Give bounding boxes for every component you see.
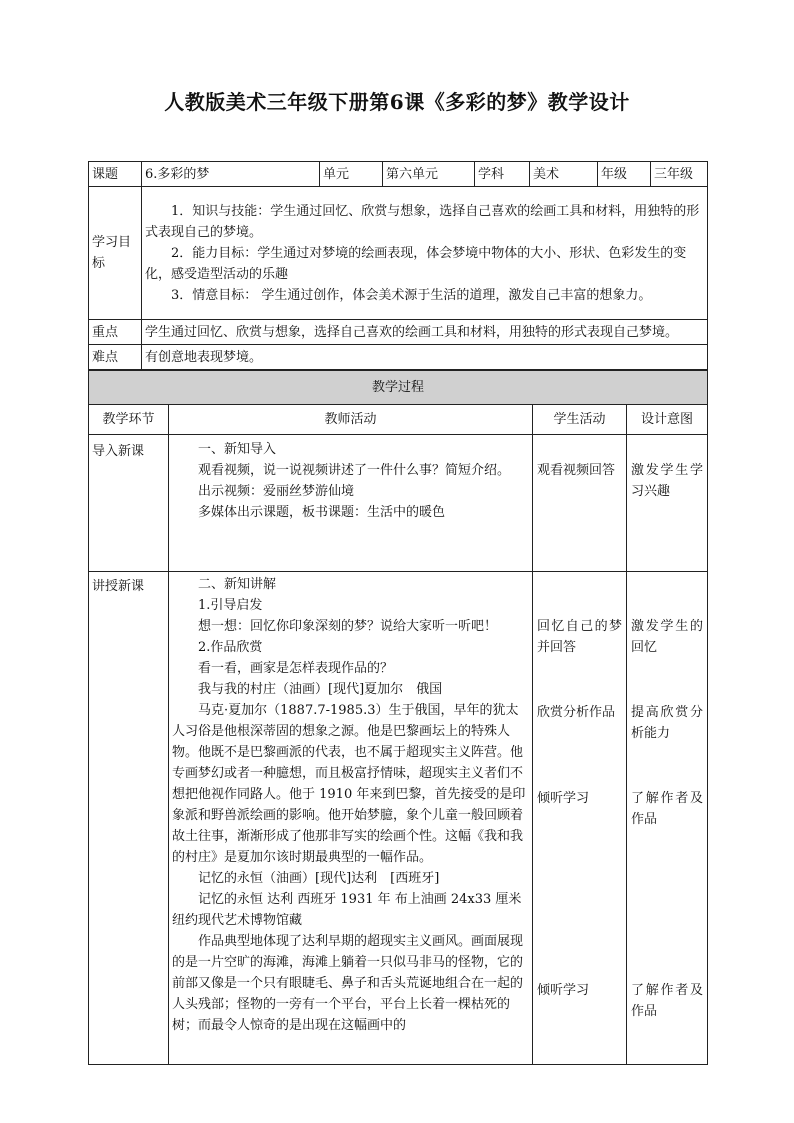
teacher-line: 记忆的永恒 达利 西班牙 1931 年 布上油画 24x33 厘米 纽约现代艺术博物馆藏 (172, 892, 522, 928)
objectives-label: 学习目标 (89, 187, 142, 320)
topic-label: 课题 (89, 162, 142, 187)
process-row-intro (89, 435, 708, 572)
topic-value: 6.多彩的梦 (142, 162, 320, 187)
document-title: 人教版美术三年级下册第6课《多彩的梦》教学设计 (164, 90, 630, 114)
design-intent-item: 提高欣赏分析能力 (631, 705, 704, 741)
design-intent (627, 572, 708, 1065)
teacher-line: 看一看，画家是怎样表现作品的？ (198, 661, 394, 676)
teacher-line: 2.作品欣赏 (198, 640, 263, 655)
teacher-line: 多媒体出示课题，板书课题：生活中的暖色 (198, 505, 446, 520)
teacher-line: 出示视频：爱丽丝梦游仙境 (198, 484, 355, 499)
teacher-line: 想一想：回忆你印象深刻的梦？说给大家听一听吧！ (198, 619, 498, 634)
teacher-line: 我与我的村庄（油画）[现代]夏加尔 俄国 (198, 682, 443, 697)
student-activity-item: 倾听学习 (537, 983, 590, 998)
student-activity-item: 回忆自己的梦并回答 (537, 619, 622, 655)
lesson-info-table (88, 161, 708, 370)
unit-value: 第六单元 (383, 162, 475, 187)
student-activity (533, 572, 627, 1065)
teacher-line: 观看视频，说一说视频讲述了一件什么事？简短介绍。 (198, 463, 511, 478)
subject-value: 美术 (530, 162, 598, 187)
objective-item: 2．能力目标：学生通过对梦境的绘画表现，体会梦境中物体的大小、形状、色彩发生的变化，感受造型活动的乐趣 (145, 245, 687, 282)
process-header-row (89, 405, 708, 435)
column-header: 教学环节 (89, 405, 169, 435)
grade-value: 三年级 (651, 162, 708, 187)
key-point-value: 学生通过回忆、欣赏与想象，选择自己喜欢的绘画工具和材料，用独特的形式表现自己梦境。 (142, 320, 708, 345)
teacher-line: 二、新知讲解 (198, 577, 277, 592)
teacher-activity (169, 572, 533, 1065)
key-point-row (89, 320, 708, 345)
subject-label: 学科 (475, 162, 530, 187)
teacher-line: 1.引导启发 (198, 598, 263, 613)
objectives-row (89, 187, 708, 320)
stage-cell: 导入新课 (89, 435, 169, 572)
stage-cell: 讲授新课 (89, 572, 169, 1065)
key-point-label: 重点 (89, 320, 142, 345)
design-intent-item: 了解作者及作品 (631, 791, 704, 827)
info-row (89, 162, 708, 187)
column-header: 设计意图 (627, 405, 708, 435)
teacher-line: 记忆的永恒（油画）[现代]达利 [西班牙] (198, 871, 440, 886)
difficulty-row (89, 345, 708, 370)
column-header: 学生活动 (533, 405, 627, 435)
unit-label: 单元 (320, 162, 383, 187)
student-activity-item: 观看视频回答 (537, 463, 616, 478)
process-row-lecture (89, 572, 708, 1065)
teacher-line: 马克·夏加尔（1887.7-1985.3）生于俄国，早年的犹太人习俗是他根深蒂固的想象之源。他是巴黎画坛上的特殊人物。他既不是巴黎画派的代表，也不属于超现实主义阵营。他专画梦幻或者一种臆想，而且极富抒情味，超现实主义者们不想把他视作同路人。他于 1910 年来到巴黎，首先接受的是印象派和野兽派绘画的影响。他开始梦臆，象个儿童一般回顾着故土往事，渐渐形成了他那非写实的绘画个性。这幅《我和我的村庄》是夏加尔该时期最典型的一幅作品。 (172, 703, 526, 865)
grade-label: 年级 (598, 162, 651, 187)
difficulty-label: 难点 (89, 345, 142, 370)
process-heading-row (89, 371, 708, 405)
design-intent-item: 激发学生学习兴趣 (631, 463, 704, 499)
design-intent-item: 了解作者及作品 (631, 983, 704, 1019)
design-intent-item: 激发学生的回忆 (631, 619, 704, 655)
process-heading: 教学过程 (89, 371, 708, 405)
student-activity (533, 435, 627, 572)
column-header: 教师活动 (169, 405, 533, 435)
difficulty-value: 有创意地表现梦境。 (142, 345, 708, 370)
teaching-process-table (88, 370, 708, 1065)
teacher-activity (169, 435, 533, 572)
teacher-line: 作品典型地体现了达利早期的超现实主义画风。画面展现的是一片空旷的海滩，海滩上躺着一只似马非马的怪物，它的前部又像是一个只有眼睫毛、鼻子和舌头荒诞地组合在一起的人头残部；怪物的一旁有一个平台，平台上长着一棵枯死的树；而最令人惊奇的是出现在这幅画中的 (172, 934, 524, 1033)
objective-item: 1．知识与技能：学生通过回忆、欣赏与想象，选择自己喜欢的绘画工具和材料，用独特的形式表现自己的梦境。 (145, 203, 700, 240)
design-intent (627, 435, 708, 572)
objective-item: 3．情意目标： 学生通过创作，体会美术源于生活的道理，激发自己丰富的想象力。 (171, 287, 652, 303)
objectives-content (142, 187, 708, 320)
student-activity-item: 欣赏分析作品 (537, 705, 616, 720)
teacher-line: 一、新知导入 (198, 442, 277, 457)
student-activity-item: 倾听学习 (537, 791, 590, 806)
